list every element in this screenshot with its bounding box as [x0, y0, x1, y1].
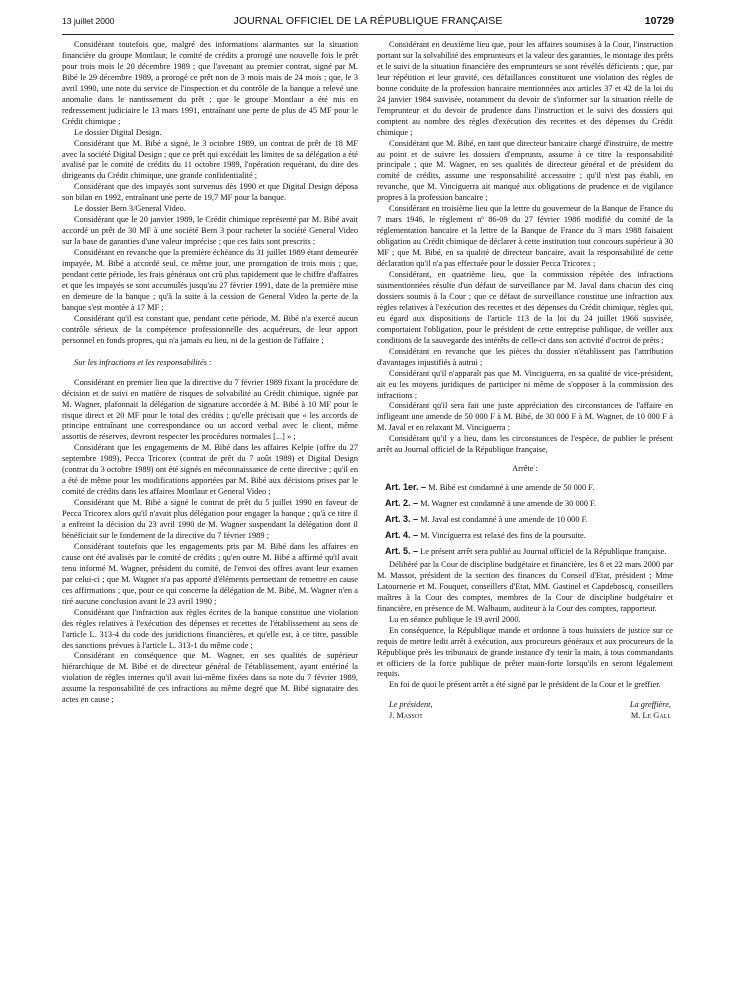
article-number: Art. 4. –	[385, 530, 419, 541]
paragraph: Considérant qu'il y a lieu, dans les circonstances de l'espèce, de publier le présent arrêt au Journal officiel de la République française,	[377, 434, 673, 455]
article-5	[377, 546, 673, 558]
paragraph: En conséquence, la République mande et ordonne à tous huissiers de justice sur ce requis de mettre ledit arrêt à exécution, aux procureurs généraux et aux procureurs de la République près les tribunaux de grande instance d'y tenir la main, à tous commandants et officiers de la force publique de prêter main-forte lorsqu'ils en seront légalement requis.	[377, 625, 673, 679]
signatures	[377, 700, 673, 726]
paragraph: Considérant en revanche que la première échéance du 31 juillet 1989 étant demeurée impayée, M. Bibé a accordé seul, ce même jour, une prorogation de trois mois ; que, pendant cette période, les frais généraux ont crû plus rapidement que le chiffre d'affaires et que les impayés se sont accumulés jusqu'au 27 février 1991, date de la première mise en demeure de la banque ; qu'à la suite à la cession de General Video la perte de la banque s'est montée à 17 MF ;	[62, 248, 358, 312]
signature-greffiere	[630, 700, 671, 722]
section-heading: Sur les infractions et les responsabilités :	[74, 357, 212, 367]
article-4	[377, 530, 673, 542]
article-number: Art. 1er. –	[385, 482, 427, 493]
article-text: Le présent arrêt sera publié au Journal officiel de la République française.	[420, 546, 667, 556]
paragraph: Considérant que les engagements de M. Bibé dans les affaires Kelpie (offre du 27 septembre 1989), Pecca Tricorex (contrat de prêt du 7 août 1989) et Digital Design (contrat du 3 octobre 1989) ont été signés en méconnaissance de cette directive ; qu'il en a été de même pour les modifications apportées par M. Bibé aux décisions prises par le comité de crédits dans les affaires Montlaur et General Video ;	[62, 443, 358, 497]
article-text: M. Wagner est condamné à une amende de 30 000 F.	[420, 499, 597, 509]
paragraph: Considérant que le 20 janvier 1989, le Crédit chimique représenté par M. Bibé avait accordé un prêt de 30 MF à une société Bern 3 pour racheter la société General Video sur la base de garanties d'une valeur imprécise ; que ces faits sont prescrits ;	[62, 215, 358, 247]
header-rule	[62, 34, 674, 35]
section-subtitle: Le dossier Bern 3/General Video.	[74, 204, 186, 214]
left-column	[62, 40, 358, 706]
arrete-heading: Arrête :	[512, 464, 538, 474]
article-text: M. Bibé est condamné à une amende de 50 000 F.	[428, 483, 595, 493]
paragraph: Considérant qu'il n'apparaît pas que M. Vinciguerra, en sa qualité de vice-président, ait eu les moyens juridiques de participer ni même de s'opposer à la commission des infractions ;	[377, 368, 673, 400]
paragraph: Considérant que M. Bibé a signé, le 3 octobre 1989, un contrat de prêt de 18 MF avec la société Digital Design ; que ce prêt qui excédait les limites de sa délégation a été avalisé par le comité de crédits du 11 octobre 1989, l'opération requérant, du dire des dirigeants du Crédit chimique, une grande confidentialité ;	[62, 138, 358, 181]
paragraph: Considérant, en quatrième lieu, que la commission répétée des infractions susmentionnées résulte d'un défaut de surveillance par M. Javal dans chacun des cinq dossiers soumis à la Cour ; que ce défaut de surveillance constitue une infraction aux règles relatives à l'exécution des recettes et des dépenses du Crédit chimique, règles qui, eu égard aux dispositions de l'article 113 de la loi du 24 juillet 1966 susvisée, comportaient l'obligation, pour le président de cette entreprise publique, de veiller aux conditions de la sauvegarde des intérêts de celle-ci dans son activité d'octroi de prêts ;	[377, 270, 673, 345]
paragraph: Considérant que des impayés sont survenus dès 1990 et que Digital Design déposa son bilan en 1992, entraînant une perte de 19,7 MF pour la banque.	[62, 182, 358, 203]
paragraph: Considérant que M. Bibé a signé le contrat de prêt du 5 juillet 1990 en faveur de Pecca Tricorex alors qu'il n'avait plus délégation pour engager la banque ; qu'à ce titre il a enfreint la décision du 23 avril 1990 de M. Wagner suspendant la délégation dont il bénéficiait sur le fondement de la directive du 7 février 1989 ;	[62, 498, 358, 540]
article-number: Art. 5. –	[385, 545, 419, 556]
header-date: 13 juillet 2000	[62, 16, 115, 26]
paragraph: Considérant toutefois que, malgré des informations alarmantes sur la situation financière du groupe Montlaur, le comité de crédits a prorogé une nouvelle fois le prêt pour trois mois le 20 décembre 1989 ; que l'avenant au premier contrat, signé par M. Bibé le 29 décembre 1989, a prorogé ce prêt non de 3 mois mais de 24 mois ; que, le 3 avril 1990, une note du service de l'inspection et du contrôle de la banque a relevé une anomalie dans le nantissement du prêt ; que le groupe Montlaur a été mis en redressement judiciaire le 13 mars 1991, entraînant une perte de plus de 45 MF pour le Crédit chimique ;	[62, 40, 358, 126]
paragraph: Considérant que l'infraction aux règles écrites de la banque constitue une violation des règles relatives à l'exécution des dépenses et recettes de l'établissement au sens de l'article L. 313-4 du code des juridictions financières, et qu'elle est, à ce titre, passible des sanctions prévues à l'article L. 313-1 du même code ;	[62, 607, 358, 650]
paragraph: Considérant en premier lieu que la directive du 7 février 1989 fixant la procédure de décision et de suivi en matière de risques de solvabilité au Crédit chimique, signée par M. Wagner, plafonnait la délégation de signature accordée à M. Bibé à 10 MF pour le risque direct et 20 MF pour le total des crédits ; qu'elle précisait que « les accords de principe entraînant une correspondance ou un accord verbal avec le client, même assortis de réserves, devront respecter les procédures normales [...] » ;	[62, 377, 358, 442]
paragraph: Considérant en troisième lieu que la lettre du gouverneur de la Banque de France du 7 mars 1946, le règlement nº 86-09 du 27 février 1986 modifié du comité de la réglementation bancaire et la lettre de la Banque de France du 3 mars 1988 faisaient obligation au Crédit chimique de déclarer à cette institution tout concours supérieur à 30 MF ; que M. Bibé, en sa qualité de directeur bancaire, avait la responsabilité de cette déclaration qu'il n'a pas effectuée pour le dossier Pecca Tricorex ;	[377, 204, 673, 269]
header-title: JOURNAL OFFICIEL DE LA RÉPUBLIQUE FRANÇAISE	[233, 15, 503, 27]
article-3	[377, 514, 673, 526]
signature-role: La greffière,	[629, 700, 671, 710]
article-text: M. Javal est condamné à une amende de 10 000 F.	[420, 515, 588, 525]
signature-role: Le président,	[389, 700, 433, 710]
paragraph: Délibéré par la Cour de discipline budgétaire et financière, les 8 et 22 mars 2000 par M. Massot, président de la section des finances du Conseil d'Etat, président ; Mme Latournerie et M. Fouquet, conseillers d'Etat, MM. Gastinel et Capdeboscq, conseillers maîtres à la Cour des comptes, membres de la Cour de discipline budgétaire et financière, en présence de M. Walbaum, auditeur à la Cour des comptes, rapporteur.	[377, 559, 673, 613]
signature-name: M. Le Gall	[630, 711, 671, 721]
header-page-number: 10729	[644, 15, 674, 27]
signature-president	[389, 700, 433, 722]
paragraph: Considérant toutefois que les engagements pris par M. Bibé dans les affaires en cause ont été avalisés par le comité de crédits ; qu'en outre M. Bibé a affirmé qu'il avait tenu informé M. Wagner, président du comité, de l'envoi des offres avant leur examen par celui-ci ; que M. Wagner n'a pas apporté d'éléments permettant de remettre en cause ces affirmations ; que, pour ce qui concerne la délégation de M. Bibé, M. Wagner n'en a tiré aucune conclusion avant le 23 avril 1990 ;	[62, 541, 358, 606]
article-2	[377, 498, 673, 510]
article-1	[377, 482, 673, 494]
article-number: Art. 3. –	[385, 514, 419, 525]
paragraph: En foi de quoi le présent arrêt a été signé par le président de la Cour et le greffier.	[389, 680, 661, 690]
signature-name: J. Massot	[389, 711, 423, 721]
paragraph: Lu en séance publique le 19 avril 2000.	[389, 614, 521, 624]
paragraph: Considérant en revanche que les pièces du dossier n'établissent pas l'attribution d'avantages injustifiés à autrui ;	[377, 346, 673, 367]
paragraph: Considérant en conséquence que M. Wagner, en ses qualités de supérieur hiérarchique de M. Bibé et de directeur général de l'établissement, ayant entériné la violation de règles internes qu'il avait lui-même fixées dans sa note du 7 février 1989, assume la responsabilité de ces infractions au même degré que M. Bibé signataire des actes en cause ;	[62, 651, 358, 705]
section-subtitle: Le dossier Digital Design.	[74, 127, 162, 137]
paragraph: Considérant qu'il sera fait une juste appréciation des circonstances de l'affaire en infligeant une amende de 50 000 F à M. Bibé, de 30 000 F à M. Wagner, de 10 000 F à M. Javal et en relaxant M. Vinciguerra ;	[377, 401, 673, 433]
paragraph: Considérant qu'il est constant que, pendant cette période, M. Bibé n'a exercé aucun contrôle sérieux de la compétence professionnelle des acquéreurs, de leur apport personnel en fonds propres, qui n'a jamais eu lieu, ni de la gestion de l'affaire ;	[62, 313, 358, 345]
article-text: M. Vinciguerra est relaxé des fins de la poursuite.	[420, 531, 586, 541]
article-number: Art. 2. –	[385, 498, 419, 509]
right-column	[377, 40, 673, 726]
paragraph: Considérant en deuxième lieu que, pour les affaires soumises à la Cour, l'instruction portant sur la solvabilité des emprunteurs et la valeur des garanties, le montage des prêts et le suivi de la situation financière des emprunteurs se sont révélés déficients ; que, par leur répétition et leur gravité, ces défaillances constituent une violation des règles de bonne conduite de la profession bancaire mentionnées aux articles 37 et 42 de la loi du 24 janvier 1984 susvisée, notamment du devoir de s'informer sur la situation réelle de l'emprunteur et du devoir de prudence dans l'instruction et le suivi des dossiers qui comptent au nombre des règles d'exécution des recettes et des dépenses du Crédit chimique ;	[377, 40, 673, 137]
page-header	[62, 16, 674, 32]
paragraph: Considérant que M. Bibé, en tant que directeur bancaire chargé d'instruire, de mettre au point et de suivre les dossiers d'emprunts, assume à ce titre la responsabilité principale ; que M. Wagner, en ses qualités de directeur général et de président du comité de crédits, assume une responsabilité accessoire ; qu'il n'est pas établi, en revanche, que M. Vinciguerra ait manqué aux obligations de prudence et de vigilance propres à la profession bancaire ;	[377, 138, 673, 203]
